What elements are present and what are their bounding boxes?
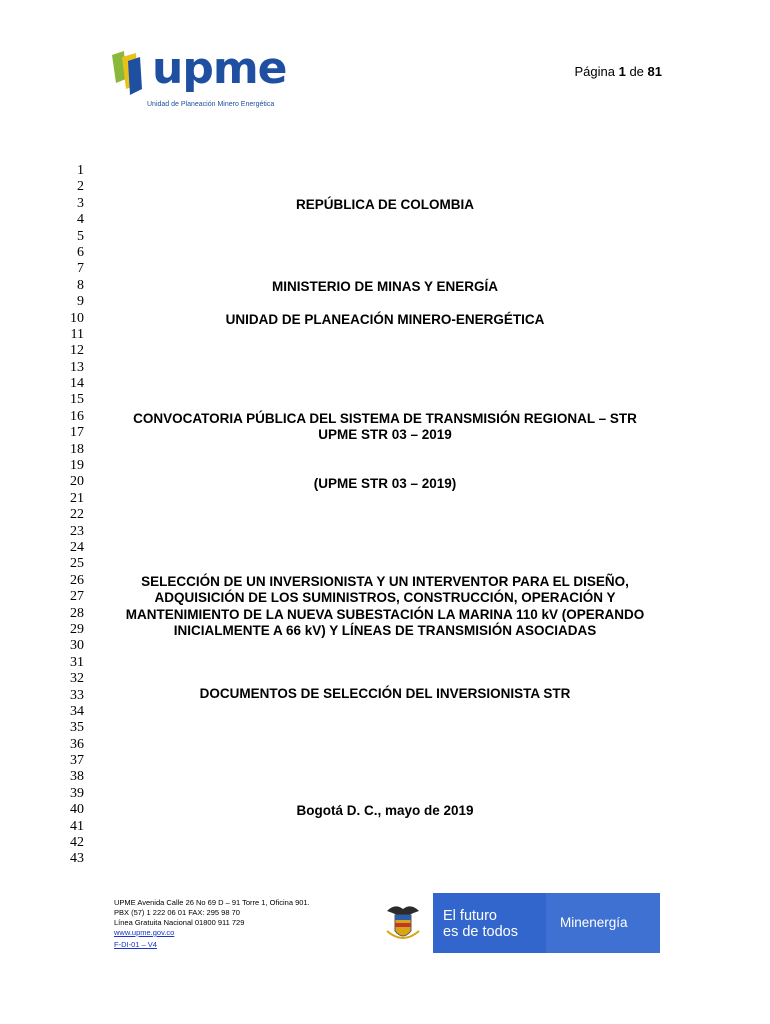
heading-unit: UNIDAD DE PLANEACIÓN MINERO-ENERGÉTICA — [225, 312, 545, 327]
line-number: 12 — [70, 343, 84, 359]
page-of: de — [629, 64, 644, 79]
selection-line-1: SELECCIÓN DE UN INVERSIONISTA Y UN INTERVENTOR PARA EL DISEÑO, — [141, 574, 629, 589]
line-number: 27 — [70, 589, 84, 605]
heading-place-date: Bogotá D. C., mayo de 2019 — [296, 803, 474, 818]
heading-convocatoria — [110, 411, 660, 444]
heading-republic: REPÚBLICA DE COLOMBIA — [296, 197, 474, 212]
coat-of-arms-icon — [373, 893, 433, 953]
line-number: 3 — [77, 195, 84, 211]
line-number: 20 — [70, 474, 84, 490]
line-number: 38 — [70, 769, 84, 785]
footer-address: UPME Avenida Calle 26 No 69 D – 91 Torre 1, Oficina 901. — [114, 898, 310, 907]
line-number: 28 — [70, 605, 84, 621]
line-number: 19 — [70, 458, 84, 474]
line-number: 18 — [70, 441, 84, 457]
line-number: 21 — [70, 490, 84, 506]
line-number: 34 — [70, 703, 84, 719]
line-number: 17 — [70, 425, 84, 441]
line-number: 4 — [77, 212, 84, 228]
line-number: 14 — [70, 376, 84, 392]
line-number: 15 — [70, 392, 84, 408]
line-number: 39 — [70, 785, 84, 801]
government-banner — [373, 893, 660, 953]
line-number: 43 — [70, 851, 84, 867]
line-number: 23 — [70, 523, 84, 539]
line-number: 41 — [70, 818, 84, 834]
selection-line-3: MANTENIMIENTO DE LA NUEVA SUBESTACIÓN LA MARINA 110 kV (OPERANDO — [125, 606, 645, 622]
line-number: 36 — [70, 736, 84, 752]
line-number: 13 — [70, 359, 84, 375]
footer-hotline: Línea Gratuita Nacional 01800 911 729 — [114, 918, 245, 927]
page-label: Página — [574, 64, 615, 79]
heading-selection — [110, 574, 660, 640]
line-number: 11 — [70, 326, 84, 342]
line-number: 33 — [70, 687, 84, 703]
heading-code: (UPME STR 03 – 2019) — [313, 476, 457, 491]
line-number: 26 — [70, 572, 84, 588]
line-number: 7 — [77, 261, 84, 277]
convocatoria-line-1: CONVOCATORIA PÚBLICA DEL SISTEMA DE TRANSMISIÓN REGIONAL – STR — [133, 411, 637, 426]
slogan-line-1: El futuro — [443, 908, 497, 924]
logo-subtitle: Unidad de Planeación Minero Energética — [147, 101, 275, 108]
line-number: 42 — [70, 835, 84, 851]
line-number: 35 — [70, 720, 84, 736]
logo-wordmark: upme — [152, 43, 287, 94]
line-number: 5 — [77, 228, 84, 244]
footer-phone: PBX (57) 1 222 06 01 FAX: 295 98 70 — [114, 908, 240, 917]
slogan-panel — [433, 893, 546, 953]
heading-documents: DOCUMENTOS DE SELECCIÓN DEL INVERSIONISTA STR — [199, 686, 571, 701]
convocatoria-line-2: UPME STR 03 – 2019 — [318, 427, 452, 443]
line-number: 6 — [77, 244, 84, 260]
upme-logo — [108, 43, 287, 115]
line-number: 37 — [70, 753, 84, 769]
line-number: 24 — [70, 539, 84, 555]
line-number: 25 — [70, 556, 84, 572]
line-number: 8 — [77, 277, 84, 293]
line-number: 2 — [77, 179, 84, 195]
line-number: 32 — [70, 671, 84, 687]
footer-website-link[interactable]: www.upme.gov.co — [114, 928, 175, 937]
line-number: 9 — [77, 294, 84, 310]
page-current: 1 — [618, 64, 626, 79]
page-total: 81 — [647, 64, 662, 79]
selection-line-2: ADQUISICIÓN DE LOS SUMINISTROS, CONSTRUCCIÓN, OPERACIÓN Y — [154, 590, 616, 606]
line-number: 29 — [70, 621, 84, 637]
footer-contact — [114, 898, 310, 938]
line-number: 30 — [70, 638, 84, 654]
line-number: 31 — [70, 654, 84, 670]
page-indicator — [574, 64, 662, 79]
minenergia-brand: Minenergía — [546, 893, 660, 953]
footer-form-code: F-DI-01 – V4 — [114, 940, 157, 949]
line-number: 22 — [70, 507, 84, 523]
line-number: 1 — [77, 163, 84, 178]
line-number: 16 — [70, 408, 84, 424]
line-number: 40 — [70, 802, 84, 818]
line-number-column — [58, 163, 84, 868]
upme-leaf-icon — [108, 49, 152, 99]
line-number: 10 — [70, 310, 84, 326]
heading-ministry: MINISTERIO DE MINAS Y ENERGÍA — [271, 279, 499, 294]
slogan-line-2: es de todos — [443, 924, 518, 940]
selection-line-4: INICIALMENTE A 66 kV) Y LÍNEAS DE TRANSMISIÓN ASOCIADAS — [173, 623, 597, 639]
